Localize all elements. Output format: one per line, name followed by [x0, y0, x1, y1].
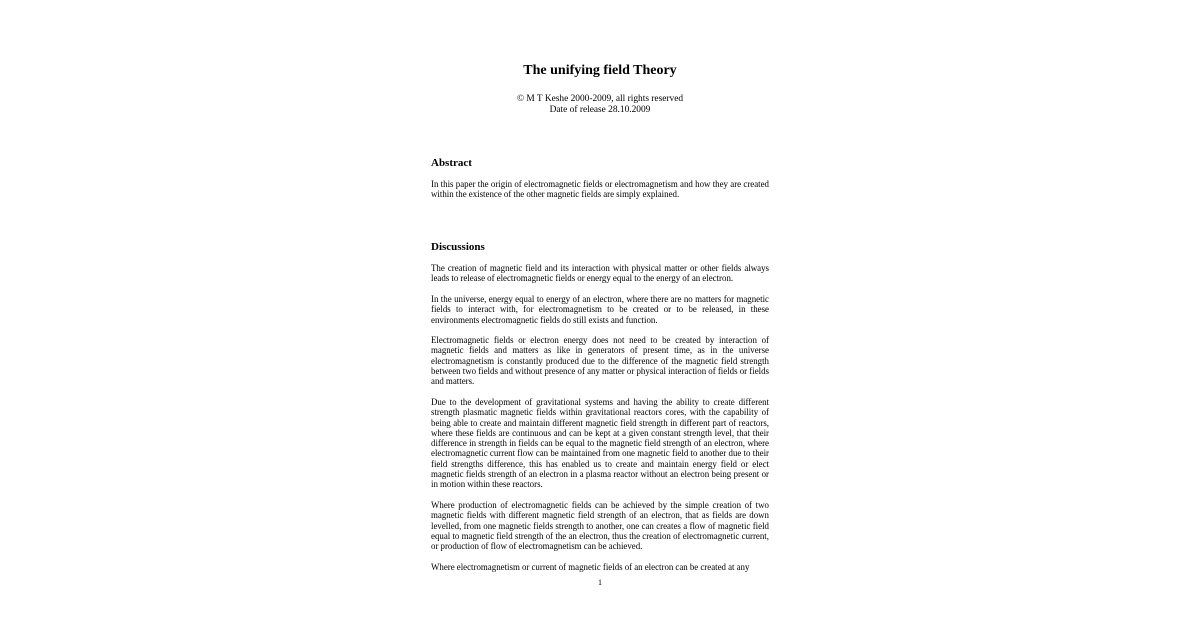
paper-title: The unifying field Theory — [523, 63, 677, 78]
discussion-paragraph-5: Where production of electromagnetic fields can be achieved by the simple creation of two magnetic fields with different magnetic field strength of an electron, that as fields are down levelled, from one magnetic fields strength to another, one can creates a flow of magnetic field equal to magnetic field strength of the an electron, thus the creation of electromagnetic current, or production of flow of electromagnetism can be achieved. — [431, 500, 769, 552]
byline — [431, 94, 769, 115]
discussion-paragraph-2: In the universe, energy equal to energy of an electron, where there are no matters for magnetic fields to interact with, for electromagnetism to be created or to be released, in these environments electromagnetic fields do still exists and function. — [431, 294, 769, 325]
copyright-line: © M T Keshe 2000-2009, all rights reserved — [516, 94, 684, 104]
discussion-paragraph-6: Where electromagnetism or current of magnetic fields of an electron can be created at any — [431, 562, 750, 572]
discussion-paragraph-1: The creation of magnetic field and its interaction with physical matter or other fields always leads to release of electromagnetic fields or energy equal to the energy of an electron. — [431, 263, 769, 284]
discussion-paragraph-4: Due to the development of gravitational systems and having the ability to create different strength plasmatic magnetic fields within gravitational reactors cores, with the capability of being able to create and maintain different magnetic field strength in different part of reactors, where these fields are continuous and can be kept at a given constant strength level, that their difference in strength in fields can be equal to the magnetic field strength of an electron, where electromagnetic current flow can be maintained from one magnetic field to another due to their field strengths difference, this has enabled us to create and maintain energy field or elect magnetic fields strength of an electron in a plasma reactor without an electron being present or in motion within these reactors. — [431, 397, 769, 490]
section-heading-discussions: Discussions — [431, 241, 485, 253]
page-number: 1 — [598, 578, 602, 587]
release-date: Date of release 28.10.2009 — [549, 104, 651, 115]
abstract-paragraph: In this paper the origin of electromagnetic fields or electromagnetism and how they are created within the existence of the other magnetic fields are simply explained. — [431, 179, 769, 200]
section-heading-abstract: Abstract — [431, 157, 472, 169]
discussion-paragraph-3: Electromagnetic fields or electron energy does not need to be created by interaction of magnetic fields and matters as like in generators of present time, as in the universe electromagnetism is constantly produced due to the difference of the magnetic field strength between two fields and without presence of any matter or physical interaction of fields or fields and matters. — [431, 335, 769, 387]
